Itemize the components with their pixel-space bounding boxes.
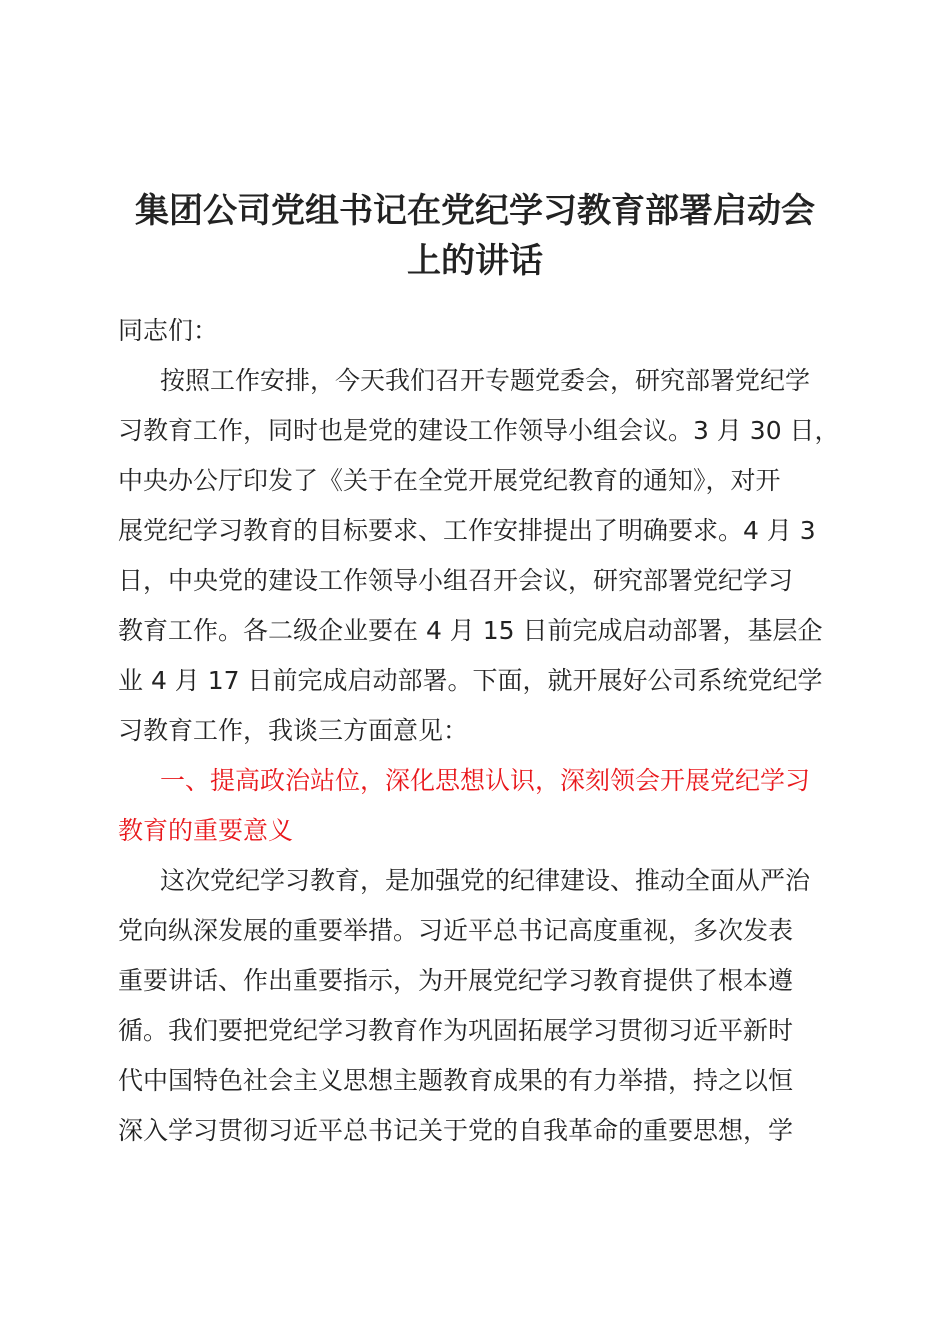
paragraph-section-1	[118, 856, 832, 1156]
salutation: 同志们：	[118, 316, 219, 345]
paragraph-line: 日，中央党的建设工作领导小组召开会议，研究部署党纪学习	[118, 566, 794, 595]
paragraph-line: 业 4 月 17 日前完成启动部署。下面，就开展好公司系统党纪学	[118, 666, 823, 695]
paragraph-line: 按照工作安排，今天我们召开专题党委会，研究部署党纪学	[160, 366, 811, 395]
document-body	[118, 306, 840, 1156]
paragraph-line: 教育工作。各二级企业要在 4 月 15 日前完成启动部署，基层企	[118, 616, 823, 645]
paragraph-line: 代中国特色社会主义思想主题教育成果的有力举措，持之以恒	[118, 1066, 794, 1095]
paragraph-line: 展党纪学习教育的目标要求、工作安排提出了明确要求。4 月 3	[118, 516, 816, 545]
section-heading-line: 教育的重要意义	[118, 816, 294, 845]
paragraph-line: 这次党纪学习教育，是加强党的纪律建设、推动全面从严治	[160, 866, 811, 895]
document-title-line: 集团公司党组书记在党纪学习教育部署启动会	[135, 191, 815, 231]
paragraph-intro	[118, 356, 840, 756]
paragraph-line: 深入学习贯彻习近平总书记关于党的自我革命的重要思想，学	[118, 1116, 794, 1145]
paragraph-line: 循。我们要把党纪学习教育作为巩固拓展学习贯彻习近平新时	[118, 1016, 794, 1045]
section-heading-line: 一、提高政治站位，深化思想认识，深刻领会开展党纪学习	[160, 766, 811, 795]
paragraph-line: 习教育工作，我谈三方面意见：	[118, 716, 469, 745]
paragraph-line: 党向纵深发展的重要举措。习近平总书记高度重视，多次发表	[118, 916, 794, 945]
paragraph-line: 中央办公厅印发了《关于在全党开展党纪教育的通知》，对开	[118, 466, 781, 495]
paragraph-line: 重要讲话、作出重要指示，为开展党纪学习教育提供了根本遵	[118, 966, 794, 995]
document-title-line: 上的讲话	[407, 241, 543, 281]
document-title	[118, 186, 832, 286]
section-heading-1	[118, 756, 832, 856]
paragraph-line: 习教育工作，同时也是党的建设工作领导小组会议。3 月 30 日，	[118, 416, 840, 445]
